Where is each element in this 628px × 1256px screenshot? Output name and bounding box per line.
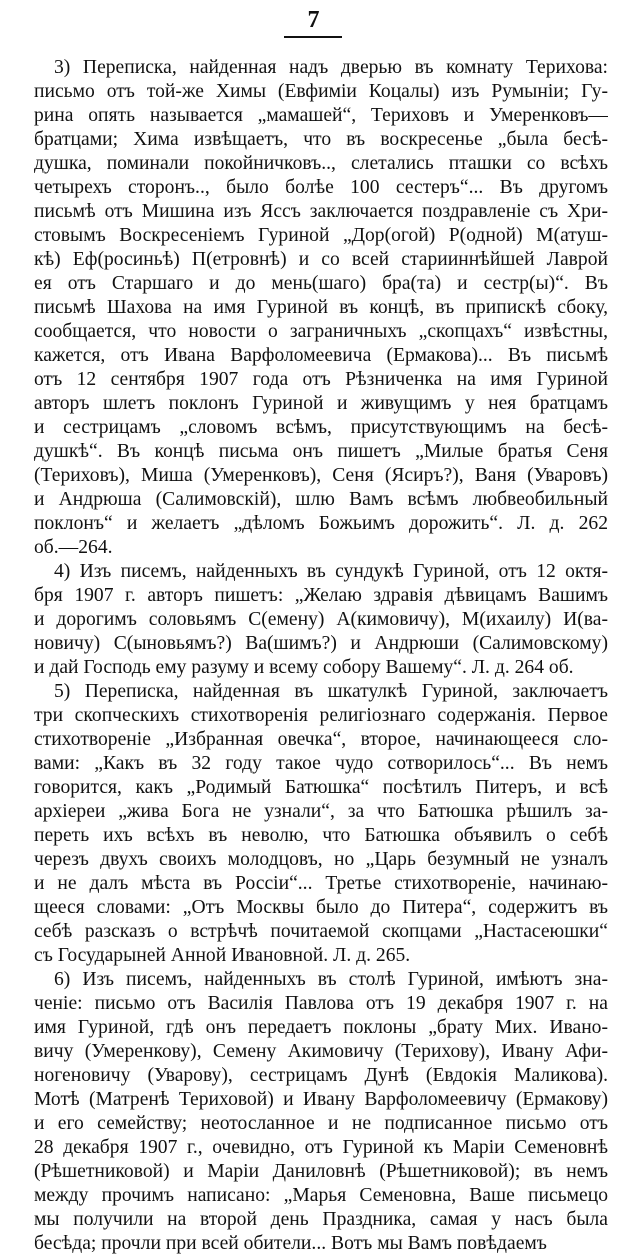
text-line: переть ихъ всѣхъ въ неволю, что Батюшка объявилъ о себѣ [34,825,608,846]
text-line: говорится, какъ „Родимый Батюшка“ посѣтилъ Питеръ, и всѣ [34,777,608,798]
text-line: 4) Изъ писемъ, найденныхъ въ сундукѣ Гуриной, отъ 12 октя- [54,561,608,582]
text-line: стовымъ Воскресеніемъ Гуриной „Дор(огой) Р(одной) М(атуш- [34,225,608,246]
text-line: 3) Переписка, найденная надъ дверью въ комнату Терихова: [54,57,608,78]
text-line: об.—264. [34,537,113,558]
text-line: Мотѣ (Матренѣ Териховой) и Ивану Варфоломеевичу (Ермакову) [34,1089,608,1110]
text-line: 28 декабря 1907 г., очевидно, отъ Гуриной къ Маріи Семеновнѣ [34,1137,608,1158]
text-line: и дорогимъ соловьямъ С(емену) А(кимовичу), М(ихаилу) И(ва- [34,609,608,630]
text-line: бесѣда; прочли при всей обители... Вотъ мы Вамъ повѣдаемъ [34,1233,547,1254]
text-line: (Рѣшетниковой) и Маріи Даниловнѣ (Рѣшетниковой); въ немъ [34,1161,608,1182]
text-line: и Андрюша (Салимовскій), шлю Вамъ всѣмъ любвеобильный [34,489,608,510]
text-line: имя Гуриной, гдѣ онъ передаетъ поклоны „брату Мих. Иванo- [34,1017,608,1038]
text-line: ногеновичу (Уварову), сестрицамъ Дунѣ (Евдокія Маликова). [34,1065,608,1086]
text-line: вичу (Умеренкову), Семену Акимовичу (Терихову), Ивану Афи- [34,1041,608,1062]
text-line: вами: „Какъ въ 32 году такое чудо сотворилось“... Въ немъ [34,753,608,774]
text-line: письмо отъ той-же Химы (Евфиміи Коцалы) изъ Румыніи; Гу- [34,81,608,102]
text-line: письмѣ отъ Мишина изъ Яссъ заключается поздравленіе съ Хри- [34,201,608,222]
text-line: отъ 12 сентября 1907 года отъ Рѣзниченка на имя Гуриной [34,369,608,390]
text-line: бря 1907 г. авторъ пишетъ: „Желаю здравія дѣвицамъ Вашимъ [34,585,608,606]
page-header [0,6,628,34]
text-line: ея отъ Старшаго и до мень(шаго) бра(та) и сестр(ы)“. Въ [34,273,608,294]
text-line: и дай Господь ему разуму и всему собору Вашему“. Л. д. 264 об. [34,657,574,678]
text-line: душкѣ“. Въ концѣ письма онъ пишетъ „Милые братья Сеня [34,441,608,462]
text-line: кажется, отъ Ивана Варфоломеевича (Ермакова)... Въ письмѣ [34,345,608,366]
paragraph [34,968,608,1256]
paragraph [34,56,608,560]
text-line: и не далъ мѣста въ Россіи“... Третье стихотвореніе, начинаю- [34,873,608,894]
text-line: три скопческихъ стихотворенія религіознаго содержанія. Первое [34,705,608,726]
text-line: 6) Изъ писемъ, найденныхъ въ столѣ Гуриной, имѣютъ зна- [54,969,608,990]
text-line: и его семейству; неотосланное и не подписанное письмо отъ [34,1113,608,1134]
text-line: новичу) С(ыновьямъ?) Ва(шимъ?) и Андрюши (Салимовскому) [34,633,608,654]
text-line: мы получили на второй день Праздника, самая у насъ была [34,1209,608,1230]
text-line: кѣ) Еф(росиньѣ) П(етровнѣ) и со всей старииннѣйшей Лаврой [34,249,608,270]
text-body [34,56,608,1256]
text-line: душка, поминали покойничковъ.., слетались пташки со всѣхъ [34,153,608,174]
text-line: братцами; Хима извѣщаетъ, что въ воскресенье „была бесѣ- [34,129,608,150]
text-line: съ Государыней Анной Ивановной. Л. д. 265. [34,945,411,966]
text-line: и сестрицамъ „словомъ всѣмъ, присутствующимъ на бесѣ- [34,417,608,438]
paragraph [34,560,608,680]
text-line: письмѣ Шахова на имя Гуриной въ концѣ, въ припискѣ сбоку, [34,297,608,318]
text-line: (Териховъ), Миша (Умеренковъ), Сеня (Ясиръ?), Ваня (Уваровъ) [34,465,608,486]
text-line: между прочимъ написано: „Марья Семеновна, Ваше письмецо [34,1185,608,1206]
header-rule [284,36,342,38]
text-line: поклонъ“ и желаетъ „дѣломъ Божьимъ дорожить“. Л. д. 262 [34,513,608,534]
text-line: себѣ разсказъ о встрѣчѣ почитаемой скопцами „Настасеюшки“ [34,921,608,942]
paragraph [34,680,608,968]
text-line: архіереи „жива Бога не узнали“, за что Батюшка рѣшилъ за- [34,801,608,822]
text-line: авторъ шлетъ поклонъ Гуриной и живущимъ у нея братцамъ [34,393,608,414]
page-number: 7 [307,7,321,33]
text-line: 5) Переписка, найденная въ шкатулкѣ Гуриной, заключаетъ [54,681,608,702]
text-line: ченіе: письмо отъ Василія Павлова отъ 19 декабря 1907 г. на [34,993,608,1014]
text-line: щееся словами: „Отъ Москвы было до Питера“, содержитъ въ [34,897,608,918]
text-line: четырехъ сторонъ.., было болѣе 100 сестеръ“... Въ другомъ [34,177,608,198]
text-line: сообщается, что новости о заграничныхъ „скопцахъ“ извѣстны, [34,321,608,342]
text-line: черезъ двухъ своихъ молодцовъ, но „Царь безумный не узналъ [34,849,608,870]
text-line: стихотвореніе „Избранная овечка“, второе, начинающееся сло- [34,729,608,750]
text-line: рина опять называется „мамашей“, Териховъ и Умеренковъ— [34,105,608,126]
